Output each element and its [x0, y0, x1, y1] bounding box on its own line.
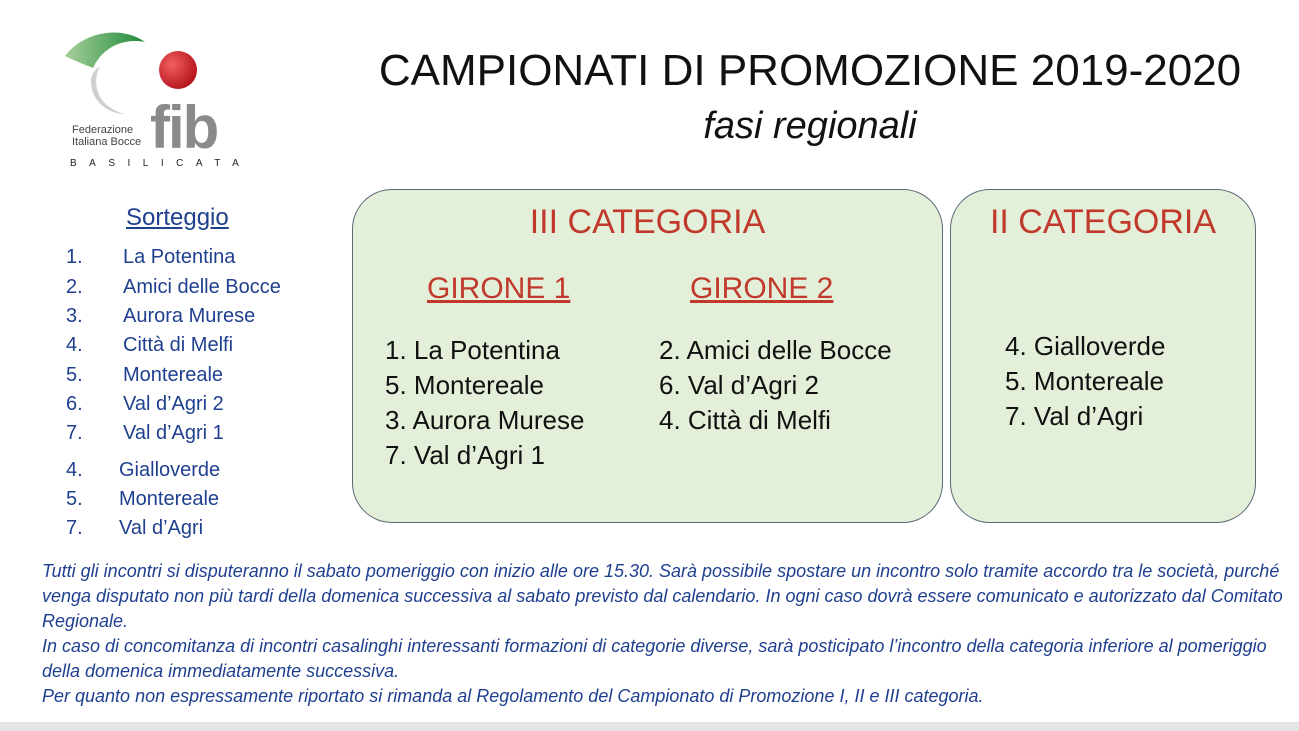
rules-notes	[42, 559, 1292, 709]
logo-brand: fib	[150, 94, 218, 161]
page-subtitle: fasi regionali	[703, 105, 917, 147]
rules-note: In caso di concomitanza di incontri casalinghi interessanti formazioni di categorie diverse, sarà posticipato l’incontro della categoria inferiore al pomeriggio della domenica immediatamente successiva.	[42, 636, 1267, 681]
logo-region: BASILICATA	[70, 158, 252, 169]
fib-logo	[45, 28, 250, 178]
page-title: CAMPIONATI DI PROMOZIONE 2019-2020	[378, 46, 1242, 95]
draw-item-name: Gialloverde	[119, 459, 221, 481]
draw-item-name: Val d’Agri 2	[123, 393, 224, 415]
girone-2-team: 2. Amici delle Bocce	[659, 335, 892, 365]
girone-1-team: 3. Aurora Murese	[385, 405, 585, 435]
draw-item-number: 7.	[66, 422, 83, 444]
category-ii-title: II CATEGORIA	[989, 203, 1217, 241]
logo-federation-text: Federazione Italiana Bocce	[72, 124, 142, 148]
draw-item-name: Val d’Agri 1	[123, 422, 224, 444]
draw-item-name: Amici delle Bocce	[123, 276, 281, 298]
draw-item-number: 3.	[66, 305, 83, 327]
girone-2-title: GIRONE 2	[690, 272, 834, 305]
draw-item-number: 5.	[66, 488, 83, 510]
draw-item-name: La Potentina	[123, 246, 236, 268]
draw-item-name: Aurora Murese	[123, 305, 256, 327]
draw-item-name: Montereale	[119, 488, 220, 510]
category-iii-title: III CATEGORIA	[529, 203, 766, 241]
draw-item-number: 4.	[66, 459, 83, 481]
footer-bar	[0, 722, 1299, 731]
draw-item-number: 4.	[66, 334, 83, 356]
girone-2-team: 6. Val d’Agri 2	[659, 370, 819, 400]
draw-item-number: 5.	[66, 364, 83, 386]
category-iii-box	[352, 189, 943, 523]
rules-note: Per quanto non espressamente riportato si rimanda al Regolamento del Campionato di Promozione I, II e III categoria.	[42, 686, 984, 706]
rules-note: Tutti gli incontri si disputeranno il sabato pomeriggio con inizio alle ore 15.30. Sarà possibile spostare un incontro solo tramite accordo tra le società, purché venga disputato non più tardi della domenica successiva al sabato previsto dal calendario. In ogni caso dovrà essere comunicato e autorizzato dal Comitato Regionale.	[42, 561, 1283, 631]
draw-item-name: Montereale	[123, 364, 224, 386]
draw-item-number: 6.	[66, 393, 83, 415]
girone-1-team: 1. La Potentina	[385, 335, 560, 365]
category-ii-team: 5. Montereale	[1005, 366, 1164, 396]
draw-item-number: 2.	[66, 276, 83, 298]
draw-item-name: Città di Melfi	[123, 334, 234, 356]
category-ii-box	[950, 189, 1256, 523]
fib-logo-graphic	[45, 28, 250, 178]
draw-item-name: Val d’Agri	[119, 517, 204, 539]
draw-heading: Sorteggio	[126, 204, 229, 231]
girone-1-team: 7. Val d’Agri 1	[385, 440, 545, 470]
draw-item-number: 7.	[66, 517, 83, 539]
category-ii-team: 7. Val d’Agri	[1005, 401, 1144, 431]
draw-item-number: 1.	[66, 246, 83, 268]
category-ii-team: 4. Gialloverde	[1005, 331, 1166, 361]
girone-1-title: GIRONE 1	[427, 272, 571, 305]
girone-1-team: 5. Montereale	[385, 370, 544, 400]
girone-2-team: 4. Città di Melfi	[659, 405, 831, 435]
